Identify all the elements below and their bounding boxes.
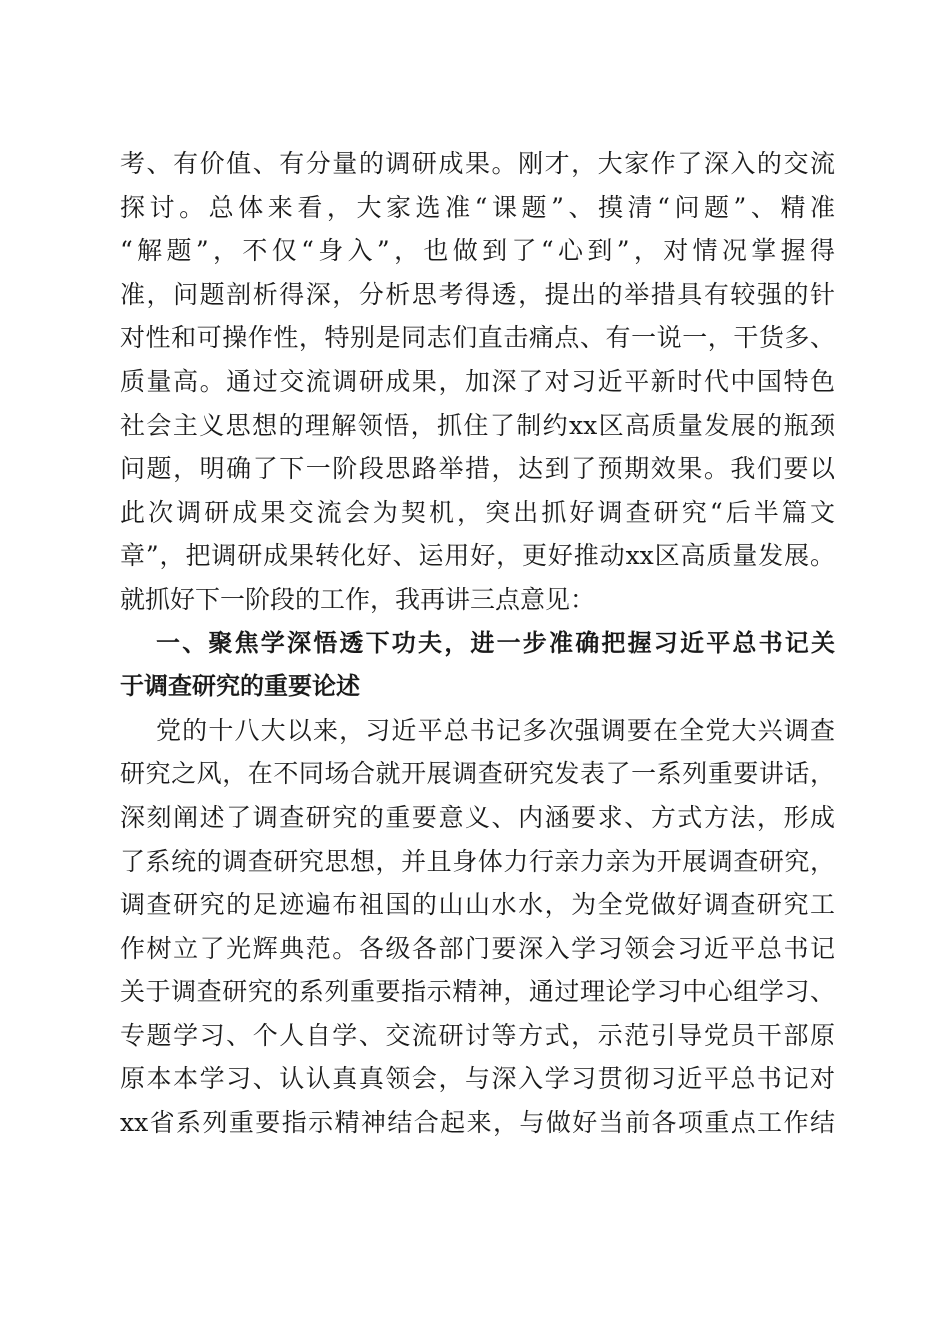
section-heading: 一、聚焦学深悟透下功夫，进一步准确把握习近平总书记关	[156, 628, 835, 657]
body-line: 深刻阐述了调查研究的重要意义、内涵要求、方式方法，形成	[120, 802, 835, 832]
body-line: 研究之风，在不同场合就开展调查研究发表了一系列重要讲话，	[120, 759, 835, 789]
body-line: 作树立了光辉典范。各级各部门要深入学习领会习近平总书记	[120, 933, 835, 963]
intro-line: 质量高。通过交流调研成果，加深了对习近平新时代中国特色	[120, 366, 835, 396]
body-line: 专题学习、个人自学、交流研讨等方式，示范引导党员干部原	[120, 1020, 835, 1050]
section-heading: 于调查研究的重要论述	[120, 672, 360, 701]
document-body	[120, 142, 835, 1145]
intro-line: 此次调研成果交流会为契机，突出抓好调查研究“后半篇文	[120, 497, 835, 527]
intro-line: 社会主义思想的理解领悟，抓住了制约xx区高质量发展的瓶颈	[120, 410, 835, 440]
intro-line: 考、有价值、有分量的调研成果。刚才，大家作了深入的交流	[120, 149, 835, 178]
intro-line: 对性和可操作性，特别是同志们直击痛点、有一说一，干货多、	[120, 323, 835, 353]
intro-line: “解题”，不仅“身入”，也做到了“心到”，对情况掌握得	[120, 236, 835, 266]
body-line: 原本本学习、认认真真领会，与深入学习贯彻习近平总书记对	[120, 1064, 835, 1094]
body-line: 关于调查研究的系列重要指示精神，通过理论学习中心组学习、	[120, 977, 835, 1007]
body-line: 党的十八大以来，习近平总书记多次强调要在全党大兴调查	[156, 715, 835, 745]
body-line: 了系统的调查研究思想，并且身体力行亲力亲为开展调查研究，	[120, 846, 835, 876]
body-line: xx省系列重要指示精神结合起来，与做好当前各项重点工作结	[120, 1108, 835, 1138]
intro-line: 章”，把调研成果转化好、运用好，更好推动xx区高质量发展。	[120, 541, 835, 571]
intro-line: 准，问题剖析得深，分析思考得透，提出的举措具有较强的针	[120, 279, 835, 309]
intro-line: 问题，明确了下一阶段思路举措，达到了预期效果。我们要以	[120, 454, 835, 484]
body-line: 调查研究的足迹遍布祖国的山山水水，为全党做好调查研究工	[120, 890, 835, 920]
intro-line: 就抓好下一阶段的工作，我再讲三点意见：	[120, 584, 596, 614]
intro-line: 探讨。总体来看，大家选准“课题”、摸清“问题”、精准	[120, 192, 835, 222]
